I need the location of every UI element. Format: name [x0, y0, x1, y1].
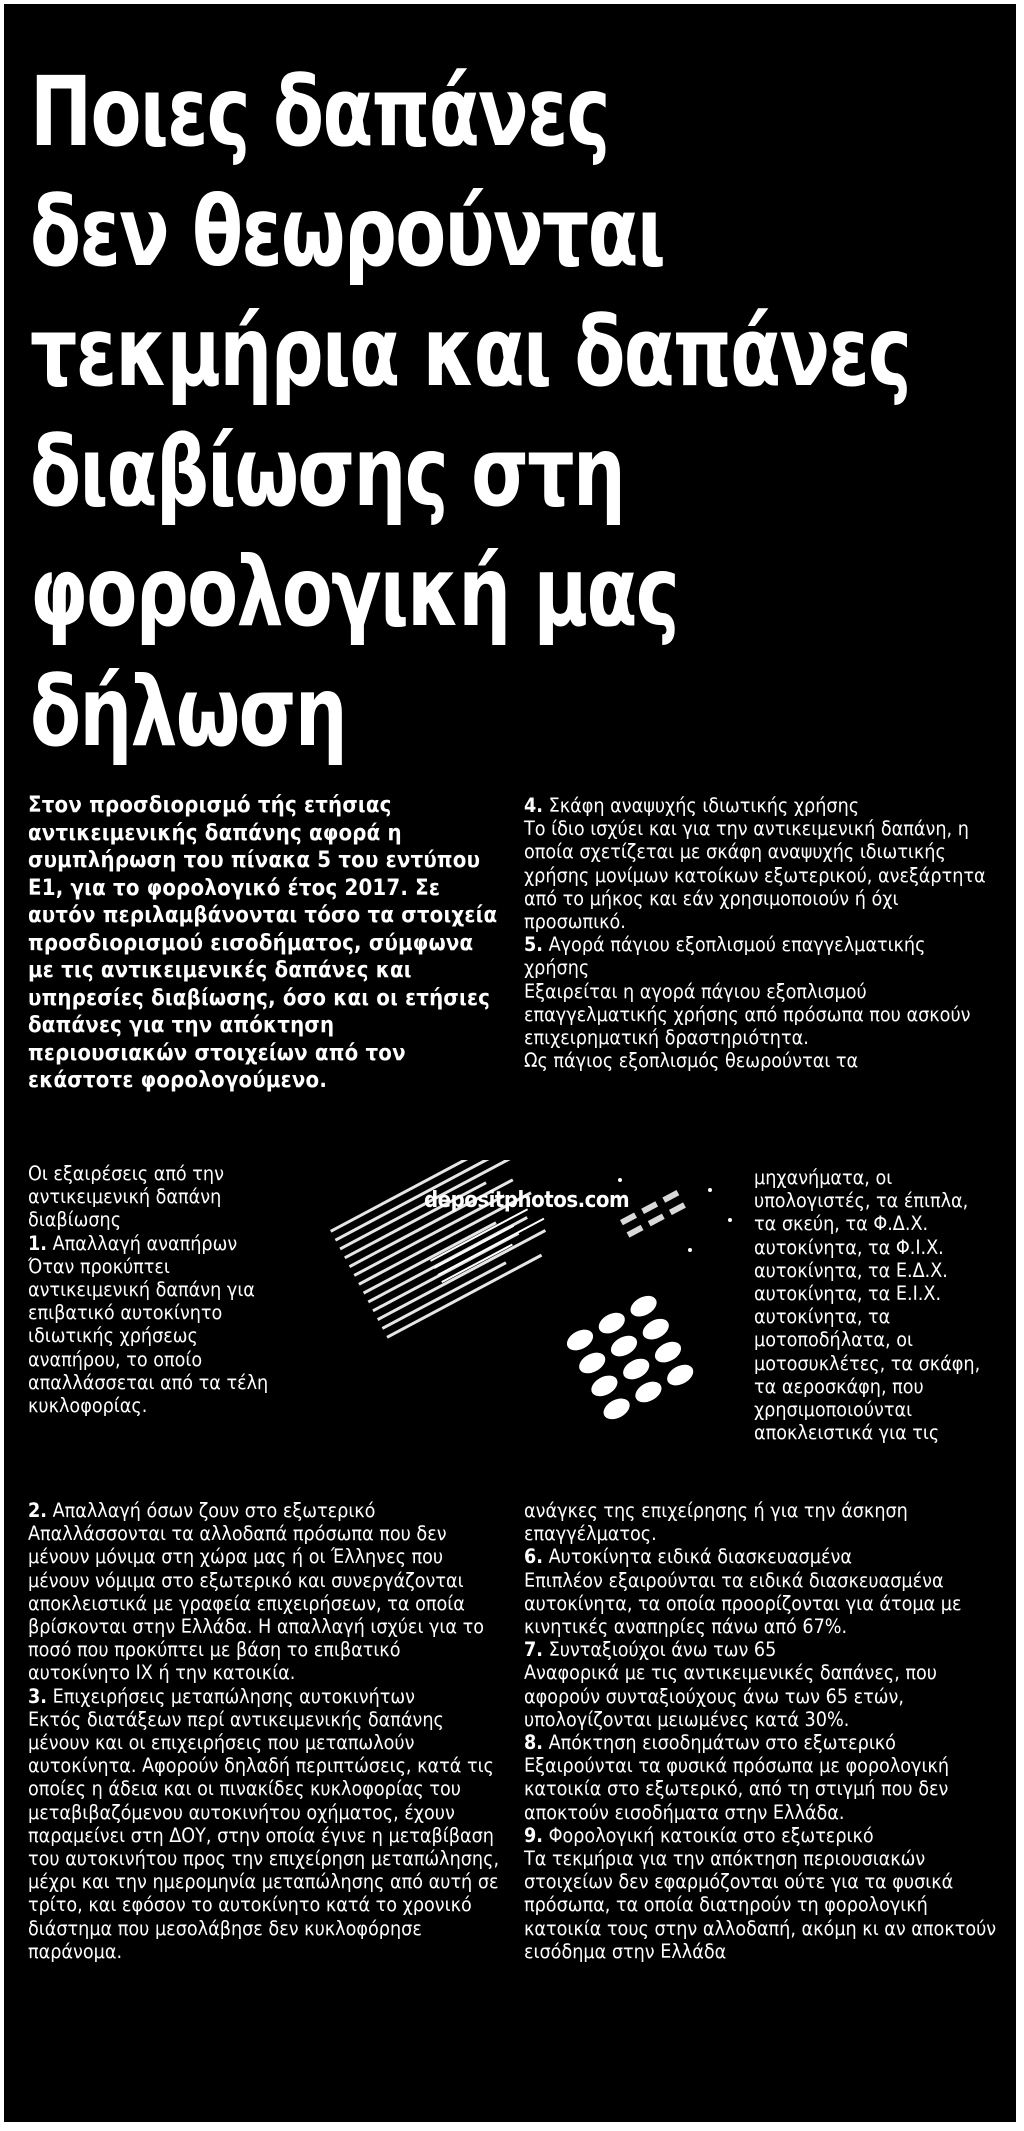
section-title: Σκάφη αναψυχής ιδιωτικής χρήσης — [548, 794, 860, 817]
section-title: Απαλλαγή αναπήρων — [52, 1231, 238, 1255]
section-body: Εξαιρείται η αγορά πάγιου εξοπλισμού επαγγελματικής χρήσης από πρόσωπα που ασκούν επιχειρηματική δραστηριότητα. — [524, 979, 971, 1050]
left-column-narrow — [28, 1162, 288, 1417]
section-7 — [524, 1638, 1004, 1661]
headline-line: δεν θεωρούνται — [30, 176, 665, 288]
section-5 — [524, 933, 994, 979]
headline-line: τεκμήρια και δαπάνες — [30, 296, 911, 408]
section-6 — [524, 1545, 1004, 1568]
headline-line: διαβίωσης στη — [30, 416, 625, 528]
section-body: Το ίδιο ισχύει και για την αντικειμενική δαπάνη, η οποία σχετίζεται με σκάφη αναψυχής ιδιωτικής χρήσης μονίμων κατοίκων εξωτερικού, ανεξάρτητα από το μήκος και εάν χρησιμοποιούν ή όχι προσωπικό. — [524, 817, 986, 934]
right-column-bottom — [524, 1499, 1004, 1963]
headline-line: Ποιες δαπάνες — [30, 56, 609, 168]
section-9 — [524, 1824, 1004, 1847]
headline-line: δήλωση — [30, 656, 346, 768]
photo-watermark: depositphotos.com — [424, 1188, 630, 1213]
section-intro: Οι εξαιρέσεις από την αντικειμενική δαπάνη διαβίωσης — [28, 1162, 224, 1232]
section-body: Απαλλάσσονται τα αλλοδαπά πρόσωπα που δεν μένουν μόνιμα στη χώρα μας ή οι Έλληνες που μένουν νόμιμα στο εξωτερικό και συνεργάζονται αποκλειστικά με γραφεία επιχειρήσεων, τα οποία βρίσκονται στην Ελλάδα. Η απαλλαγή ισχύει για το ποσό που προκύπτει με βάση το επιβατικό αυτοκίνητο ΙΧ ή την κατοικία. — [28, 1522, 485, 1685]
right-column-top — [524, 794, 994, 1072]
section-lead-in: Ως πάγιος εξοπλισμός θεωρούνται τα — [524, 1049, 859, 1073]
section-number: 7. — [524, 1638, 543, 1662]
headline — [30, 52, 911, 772]
section-title: Επιχειρήσεις μεταπώλησης αυτοκινήτων — [52, 1684, 415, 1708]
section-body: Όταν προκύπτει αντικειμενική δαπάνη για επιβατικό αυτοκίνητο ιδιωτικής χρήσεως αναπήρου, το οποίο απαλλάσσεται από τα τέλη κυκλοφορίας. — [28, 1254, 269, 1418]
section-number: 5. — [524, 933, 543, 957]
section-body: Τα τεκμήρια για την απόκτηση περιουσιακών στοιχείων δεν εφαρμόζονται ούτε για τα φυσικά πρόσωπα, τα οποία διατηρούν τη φορολογική κατοικία τους στην αλλοδαπή, ακόμη κι αν αποκτούν εισόδημα στην Ελλάδα — [524, 1847, 997, 1963]
section-number: 2. — [28, 1499, 47, 1522]
section-number: 6. — [524, 1545, 543, 1569]
section-title: Απόκτηση εισοδημάτων στο εξωτερικό — [548, 1731, 896, 1755]
section-8 — [524, 1731, 1004, 1754]
section-title: Απαλλαγή όσων ζουν στο εξωτερικό — [52, 1499, 376, 1522]
section-body: Εκτός διατάξεων περί αντικειμενικής δαπάνης μένουν και οι επιχειρήσεις που μεταπωλούν αυτοκίνητα. Αφορούν δηλαδή περιπτώσεις, κατά τις οποίες η άδεια και οι πινακίδες κυκλοφορίας του μεταβιβαζόμενου αυτοκινήτου οχήματος, έχουν παραμείνει στη ΔΟΥ, στην οποία έγινε η μεταβίβαση του αυτοκινήτου προς την επιχείρηση μεταπώλησης, μέχρι και την ημερομηνία μεταπώλησης από αυτή σε τρίτο, και εφόσον το αυτοκίνητο κατά το χρονικό διάστημα που μεσολάβησε δεν κυκλοφόρησε παράνομα. — [28, 1707, 500, 1963]
section-3 — [28, 1685, 500, 1708]
section-title: Φορολογική κατοικία στο εξωτερικό — [548, 1823, 874, 1847]
section-number: 1. — [28, 1231, 47, 1255]
left-column-bottom — [28, 1499, 500, 1963]
section-body: Επιπλέον εξαιρούνται τα ειδικά διασκευασμένα αυτοκίνητα, τα οποία προορίζονται για άτομα με κινητικές αναπηρίες πάνω από 67%. — [524, 1568, 962, 1639]
section-title: Αγορά πάγιου εξοπλισμού επαγγελματικής χρήσης — [524, 933, 926, 980]
section-body: Αναφορικά με τις αντικειμενικές δαπάνες, που αφορούν συνταξιούχους άνω των 65 ετών, υπολογίζονται μειωμένες κατά 30%. — [524, 1661, 938, 1731]
headline-line: φορολογική μας — [30, 536, 679, 648]
lead-paragraph: Στον προσδιορισμό τής ετήσιας αντικειμενικής δαπάνης αφορά η συμπλήρωση του πίνακα 5 του εντύπου Ε1, για το φορολογικό έτος 2017. Σε αυτόν περιλαμβάνονται τόσο τα στοιχεία προσδιορισμού εισοδήματος, σύμφωνα με τις αντικειμενικές δαπάνες και υπηρεσίες διαβίωσης, όσο και οι ετήσιες δαπάνες για την απόκτηση περιουσιακών στοιχείων από τον εκάστοτε φορολογούμενο. — [28, 793, 498, 1093]
section-title: Αυτοκίνητα ειδικά διασκευασμένα — [548, 1545, 852, 1569]
section-body: ανάγκες της επιχείρησης ή για την άσκηση επαγγέλματος. — [524, 1499, 908, 1546]
section-number: 3. — [28, 1684, 47, 1708]
section-number: 9. — [524, 1823, 543, 1847]
section-body: Εξαιρούνται τα φυσικά πρόσωπα με φορολογική κατοικία στο εξωτερικό, από τη στιγμή που δεν αποκτούν εισοδήματα στην Ελλάδα. — [524, 1754, 949, 1824]
section-1 — [28, 1232, 288, 1255]
section-number: 4. — [524, 794, 543, 817]
section-number: 8. — [524, 1731, 543, 1755]
section-4 — [524, 794, 994, 817]
section-2 — [28, 1499, 500, 1522]
section-body: μηχανήματα, οι υπολογιστές, τα έπιπλα, τα σκεύη, τα Φ.Δ.Χ. αυτοκίνητα, τα Φ.Ι.Χ. αυτοκίνητα, τα Ε.Δ.Χ. αυτοκίνητα, τα Ε.Ι.Χ. αυτοκίνητα, τα μοτοποδήλατα, οι μοτοσυκλέτες, τα σκάφη, τα αεροσκάφη, που χρησιμοποιούνται αποκλειστικά για τις — [754, 1166, 981, 1445]
right-column-narrow — [754, 1166, 994, 1444]
section-title: Συνταξιούχοι άνω των 65 — [548, 1638, 777, 1662]
